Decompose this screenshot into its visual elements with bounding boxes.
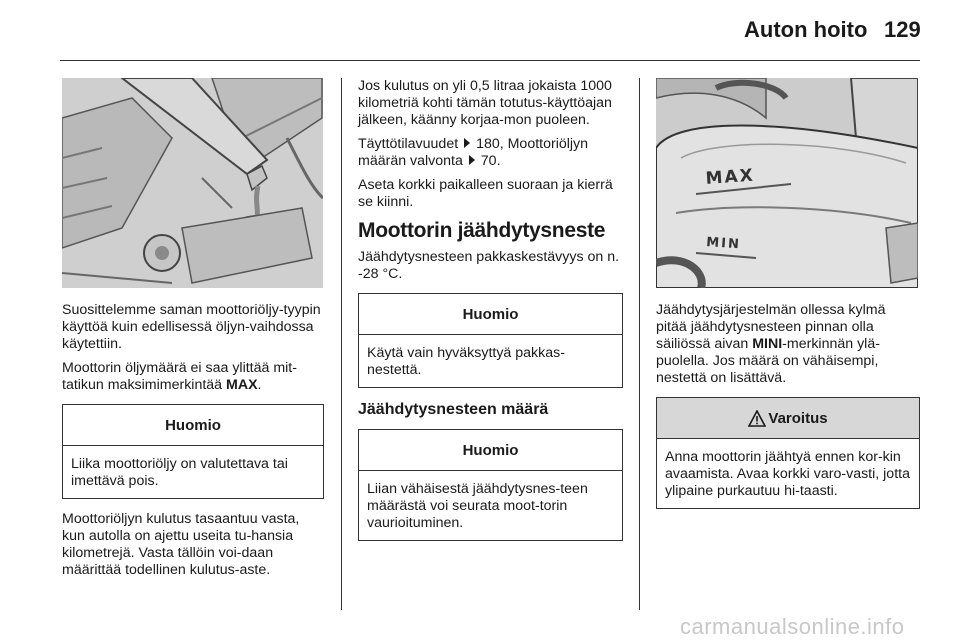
note-title: Huomio (63, 405, 323, 446)
column-2 (358, 78, 623, 553)
page-ref-arrow-icon (469, 155, 475, 165)
warning-title: Varoitus (768, 409, 828, 427)
max-mark: MAX (226, 377, 258, 393)
column-divider-2 (639, 78, 640, 610)
page-ref-180[interactable]: 180 (476, 136, 500, 152)
column-divider-1 (341, 78, 342, 610)
page-number: 129 (884, 17, 921, 42)
note-title: Huomio (359, 294, 622, 335)
section-title: Auton hoito (744, 17, 868, 42)
subheading-coolant-level: Jäähdytysnesteen määrä (358, 401, 549, 418)
paragraph-references (358, 136, 623, 170)
ref-text-b: , Moottoriöljyn määrän valvonta (358, 136, 589, 169)
paragraph-cap: Aseta korkki paikalleen suoraan ja kierrä se kiinni. (358, 177, 613, 210)
column-1 (62, 302, 324, 586)
note-title: Huomio (359, 430, 622, 471)
warning-body: Anna moottorin jäähtyä ennen kor-kin avaamista. Avaa korkki varo-vasti, jotta ylipaine purkautuu hi-taasti. (665, 449, 910, 499)
warning-header (657, 398, 919, 439)
paragraph-oil-type: Suosittelemme saman moottoriöljy-tyypin käyttöä kuin edellisessä öljyn-vaihdossa käytettiin. (62, 302, 321, 352)
column-3 (656, 302, 920, 521)
warning-triangle-icon (748, 410, 766, 427)
warning-box (656, 397, 920, 509)
oil-max-text-end: . (257, 377, 262, 393)
paragraph-oil-max (62, 360, 324, 394)
note-box-coolant-level (358, 429, 623, 541)
heading-coolant: Moottorin jäähdytysneste (358, 219, 606, 242)
tank-max-label: MAX (704, 165, 756, 189)
page-ref-70[interactable]: 70 (480, 153, 497, 169)
coolant-tank-illustration (656, 78, 918, 288)
watermark: carmanualsonline.info (680, 614, 905, 639)
tank-min-label: MIN (705, 235, 742, 253)
note-body: Liian vähäisestä jäähdytysnes-teen määrästä voi seurata moot-torin vaurioituminen. (367, 481, 588, 531)
paragraph-consumption-limit: Jos kulutus on yli 0,5 litraa jokaista 1000 kilometriä kohti tämän totutus-käyttöajan jälkeen, käänny korjaa-mon puoleen. (358, 78, 612, 128)
oil-max-text: Moottorin öljymäärä ei saa ylittää mit-tatikun maksimimerkintää (62, 360, 297, 393)
paragraph-oil-consumption: Moottoriöljyn kulutus tasaantuu vasta, kun autolla on ajettu useita tu-hansia kilometrejä. Vasta tällöin voi-daan määrittää todellinen kulutus-aste. (62, 511, 300, 578)
ref-text-a: Täyttötilavuudet (358, 136, 463, 152)
ref-text-c: . (496, 153, 501, 169)
header-rule (60, 60, 920, 61)
min-mark: MINI (752, 336, 783, 352)
note-box-oil (62, 404, 324, 499)
oil-filling-illustration (62, 78, 323, 288)
paragraph-coolant-level (656, 302, 920, 387)
page-ref-arrow-icon (464, 138, 470, 148)
paragraph-antifreeze: Jäähdytysnesteen pakkaskestävyys on n. -28 °C. (358, 249, 620, 282)
note-body: Liika moottoriöljy on valutettava tai imettävä pois. (71, 456, 288, 489)
note-box-antifreeze (358, 293, 623, 388)
coolant-text-b: -merkinnän ylä-puolella. Jos määrä on vähäisempi, nestettä on lisättävä. (656, 336, 880, 386)
coolant-text-a: Jäähdytysjärjestelmän ollessa kylmä pitää jäähdytysnesteen pinnan olla säiliössä aivan (656, 302, 886, 352)
note-body: Käytä vain hyväksyttyä pakkas-nestettä. (367, 345, 565, 378)
